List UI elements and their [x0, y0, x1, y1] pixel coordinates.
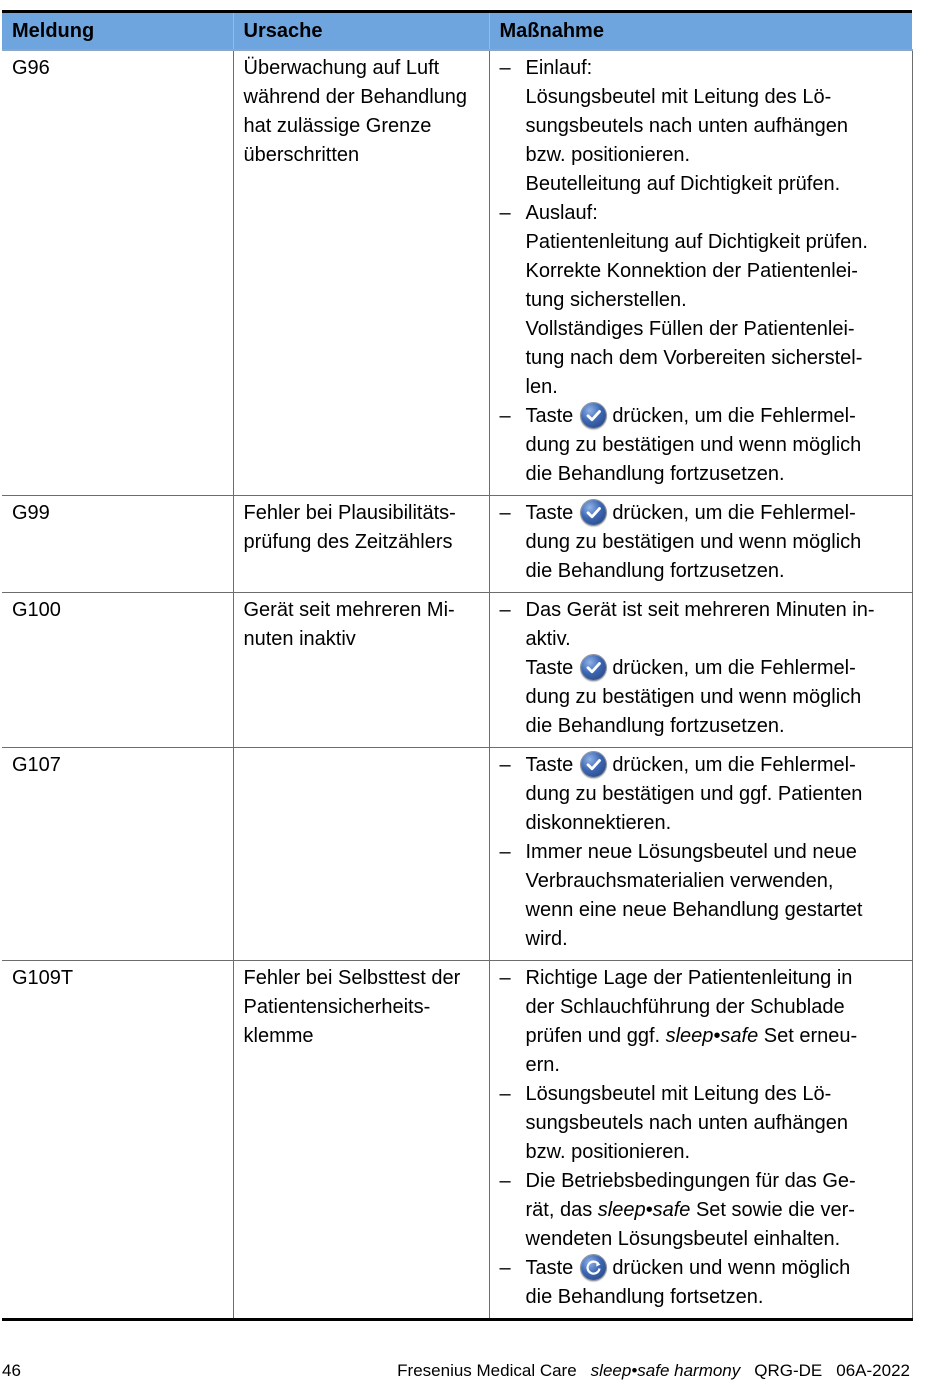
action-text: Taste [525, 405, 574, 427]
action-line: Richtige Lage der Patientenleitung in [525, 967, 853, 989]
action-line: Verbrauchsmaterialien verwenden, [525, 870, 834, 892]
action-line: diskonnektieren. [525, 812, 672, 834]
action-line: Einlauf: [525, 57, 593, 79]
message-code: G99 [2, 496, 233, 593]
message-code: G96 [2, 50, 233, 496]
action-item [500, 596, 906, 741]
action-cell [489, 748, 912, 961]
action-line: Patientenleitung auf Dichtigkeit prüfen. [525, 231, 868, 253]
action-text: drücken, um die Fehlermel- [612, 405, 856, 427]
action-line: Das Gerät ist seit mehreren Minuten in- [525, 599, 875, 621]
cause-cell [233, 748, 489, 961]
table-row [2, 496, 912, 593]
action-rich-line [526, 1196, 906, 1225]
action-line: die Behandlung fortzusetzen. [525, 560, 785, 582]
action-item [500, 499, 906, 586]
action-line: die Behandlung fortsetzen. [525, 1286, 764, 1308]
action-line: Die Betriebsbedingungen für das Ge- [525, 1170, 856, 1192]
action-line: Immer neue Lösungsbeutel und neue [525, 841, 857, 863]
action-item [500, 1167, 906, 1254]
footer-doc: QRG-DE [754, 1361, 823, 1380]
action-line: sungsbeutels nach unten aufhängen [525, 1112, 848, 1134]
action-line: Beutelleitung auf Dichtigkeit prüfen. [525, 173, 841, 195]
footer-product: sleep•safe harmony [590, 1361, 741, 1380]
cause-line: Patientensicherheits- [243, 996, 431, 1018]
cause-line: Fehler bei Selbsttest der [243, 967, 461, 989]
confirm-check-icon [581, 752, 606, 777]
cause-cell [233, 961, 489, 1320]
action-line: dung zu bestätigen und wenn möglich [525, 434, 862, 456]
page-number: 46 [2, 1361, 21, 1380]
action-icon-line [526, 499, 906, 528]
action-line: die Behandlung fortzusetzen. [525, 463, 785, 485]
dash-bullet: – [499, 1170, 511, 1192]
action-line: aktiv. [525, 628, 571, 650]
header-massnahme: Maßnahme [489, 12, 912, 51]
action-text: drücken, um die Fehlermel- [612, 754, 856, 776]
message-code: G100 [2, 593, 233, 748]
action-line: dung zu bestätigen und wenn möglich [525, 686, 862, 708]
dash-bullet: – [499, 405, 511, 427]
dash-bullet: – [499, 202, 511, 224]
action-item [500, 402, 906, 489]
footer-version: 06A-2022 [836, 1361, 910, 1380]
action-cell [489, 496, 912, 593]
action-icon-line [526, 402, 906, 431]
action-item [500, 964, 906, 1080]
action-text: drücken, um die Fehlermel- [612, 657, 856, 679]
action-text: Taste [525, 502, 574, 524]
table-row [2, 748, 912, 961]
product-name: sleep•safe [597, 1199, 691, 1221]
cause-line: Fehler bei Plausibilitäts- [243, 502, 456, 524]
action-line: wird. [525, 928, 568, 950]
action-rich-line [526, 1022, 906, 1051]
restart-icon [581, 1255, 606, 1280]
action-text: prüfen und ggf. [525, 1025, 666, 1047]
action-text: drücken und wenn möglich [612, 1257, 851, 1279]
action-item [500, 838, 906, 954]
action-item [500, 751, 906, 838]
action-line: Lösungsbeutel mit Leitung des Lö- [525, 86, 832, 108]
cause-line: Überwachung auf Luft [243, 57, 440, 79]
cause-cell [233, 50, 489, 496]
dash-bullet: – [499, 967, 511, 989]
action-item [500, 54, 906, 199]
product-name: sleep•safe [665, 1025, 759, 1047]
dash-bullet: – [499, 1083, 511, 1105]
action-line: tung nach dem Vorbereiten sicherstel- [525, 347, 863, 369]
message-code: G107 [2, 748, 233, 961]
action-text: drücken, um die Fehlermel- [612, 502, 856, 524]
footer-company: Fresenius Medical Care [397, 1361, 577, 1380]
cause-line: hat zulässige Grenze [243, 115, 432, 137]
confirm-check-icon [581, 500, 606, 525]
action-line: bzw. positionieren. [525, 144, 691, 166]
message-code: G109T [2, 961, 233, 1320]
action-text: Set erneu- [758, 1025, 858, 1047]
action-line: Auslauf: [525, 202, 598, 224]
action-line: bzw. positionieren. [525, 1141, 691, 1163]
dash-bullet: – [499, 841, 511, 863]
cause-line: Gerät seit mehreren Mi- [243, 599, 455, 621]
footer-info [397, 1361, 910, 1381]
dash-bullet: – [499, 754, 511, 776]
action-cell [489, 961, 912, 1320]
cause-cell [233, 496, 489, 593]
header-ursache: Ursache [233, 12, 489, 51]
action-line: dung zu bestätigen und ggf. Patienten [525, 783, 863, 805]
dash-bullet: – [499, 502, 511, 524]
action-line: Vollständiges Füllen der Patientenlei- [525, 318, 855, 340]
confirm-check-icon [581, 655, 606, 680]
header-meldung: Meldung [2, 12, 233, 51]
table-row [2, 50, 912, 496]
action-line: der Schlauchführung der Schublade [525, 996, 845, 1018]
cause-line: klemme [243, 1025, 314, 1047]
action-item [500, 1080, 906, 1167]
action-item [500, 1254, 906, 1312]
action-text: Set sowie die ver- [690, 1199, 855, 1221]
cause-line: während der Behandlung [243, 86, 468, 108]
action-icon-line [526, 654, 906, 683]
action-line: sungsbeutels nach unten aufhängen [525, 115, 848, 137]
action-line: die Behandlung fortzusetzen. [525, 715, 785, 737]
action-line: Korrekte Konnektion der Patientenlei- [525, 260, 858, 282]
action-line: wenn eine neue Behandlung gestartet [525, 899, 863, 921]
cause-cell [233, 593, 489, 748]
action-text: Taste [525, 754, 574, 776]
error-table [2, 10, 913, 1321]
cause-line: überschritten [243, 144, 360, 166]
dash-bullet: – [499, 57, 511, 79]
action-icon-line [526, 751, 906, 780]
action-line: Lösungsbeutel mit Leitung des Lö- [525, 1083, 832, 1105]
dash-bullet: – [499, 599, 511, 621]
table-header-row [2, 12, 912, 51]
table-row [2, 961, 912, 1320]
action-line: tung sicherstellen. [525, 289, 687, 311]
action-line: len. [525, 376, 558, 398]
action-cell [489, 50, 912, 496]
action-text: Taste [525, 657, 574, 679]
action-cell [489, 593, 912, 748]
table-row [2, 593, 912, 748]
action-text: rät, das [525, 1199, 598, 1221]
action-line: wendeten Lösungsbeutel einhalten. [525, 1228, 841, 1250]
cause-line: nuten inaktiv [243, 628, 356, 650]
action-icon-line [526, 1254, 906, 1283]
cause-line: prüfung des Zeitzählers [243, 531, 453, 553]
action-item [500, 199, 906, 402]
action-text: Taste [525, 1257, 574, 1279]
action-line: dung zu bestätigen und wenn möglich [525, 531, 862, 553]
action-line: ern. [525, 1054, 560, 1076]
confirm-check-icon [581, 403, 606, 428]
dash-bullet: – [499, 1257, 511, 1279]
